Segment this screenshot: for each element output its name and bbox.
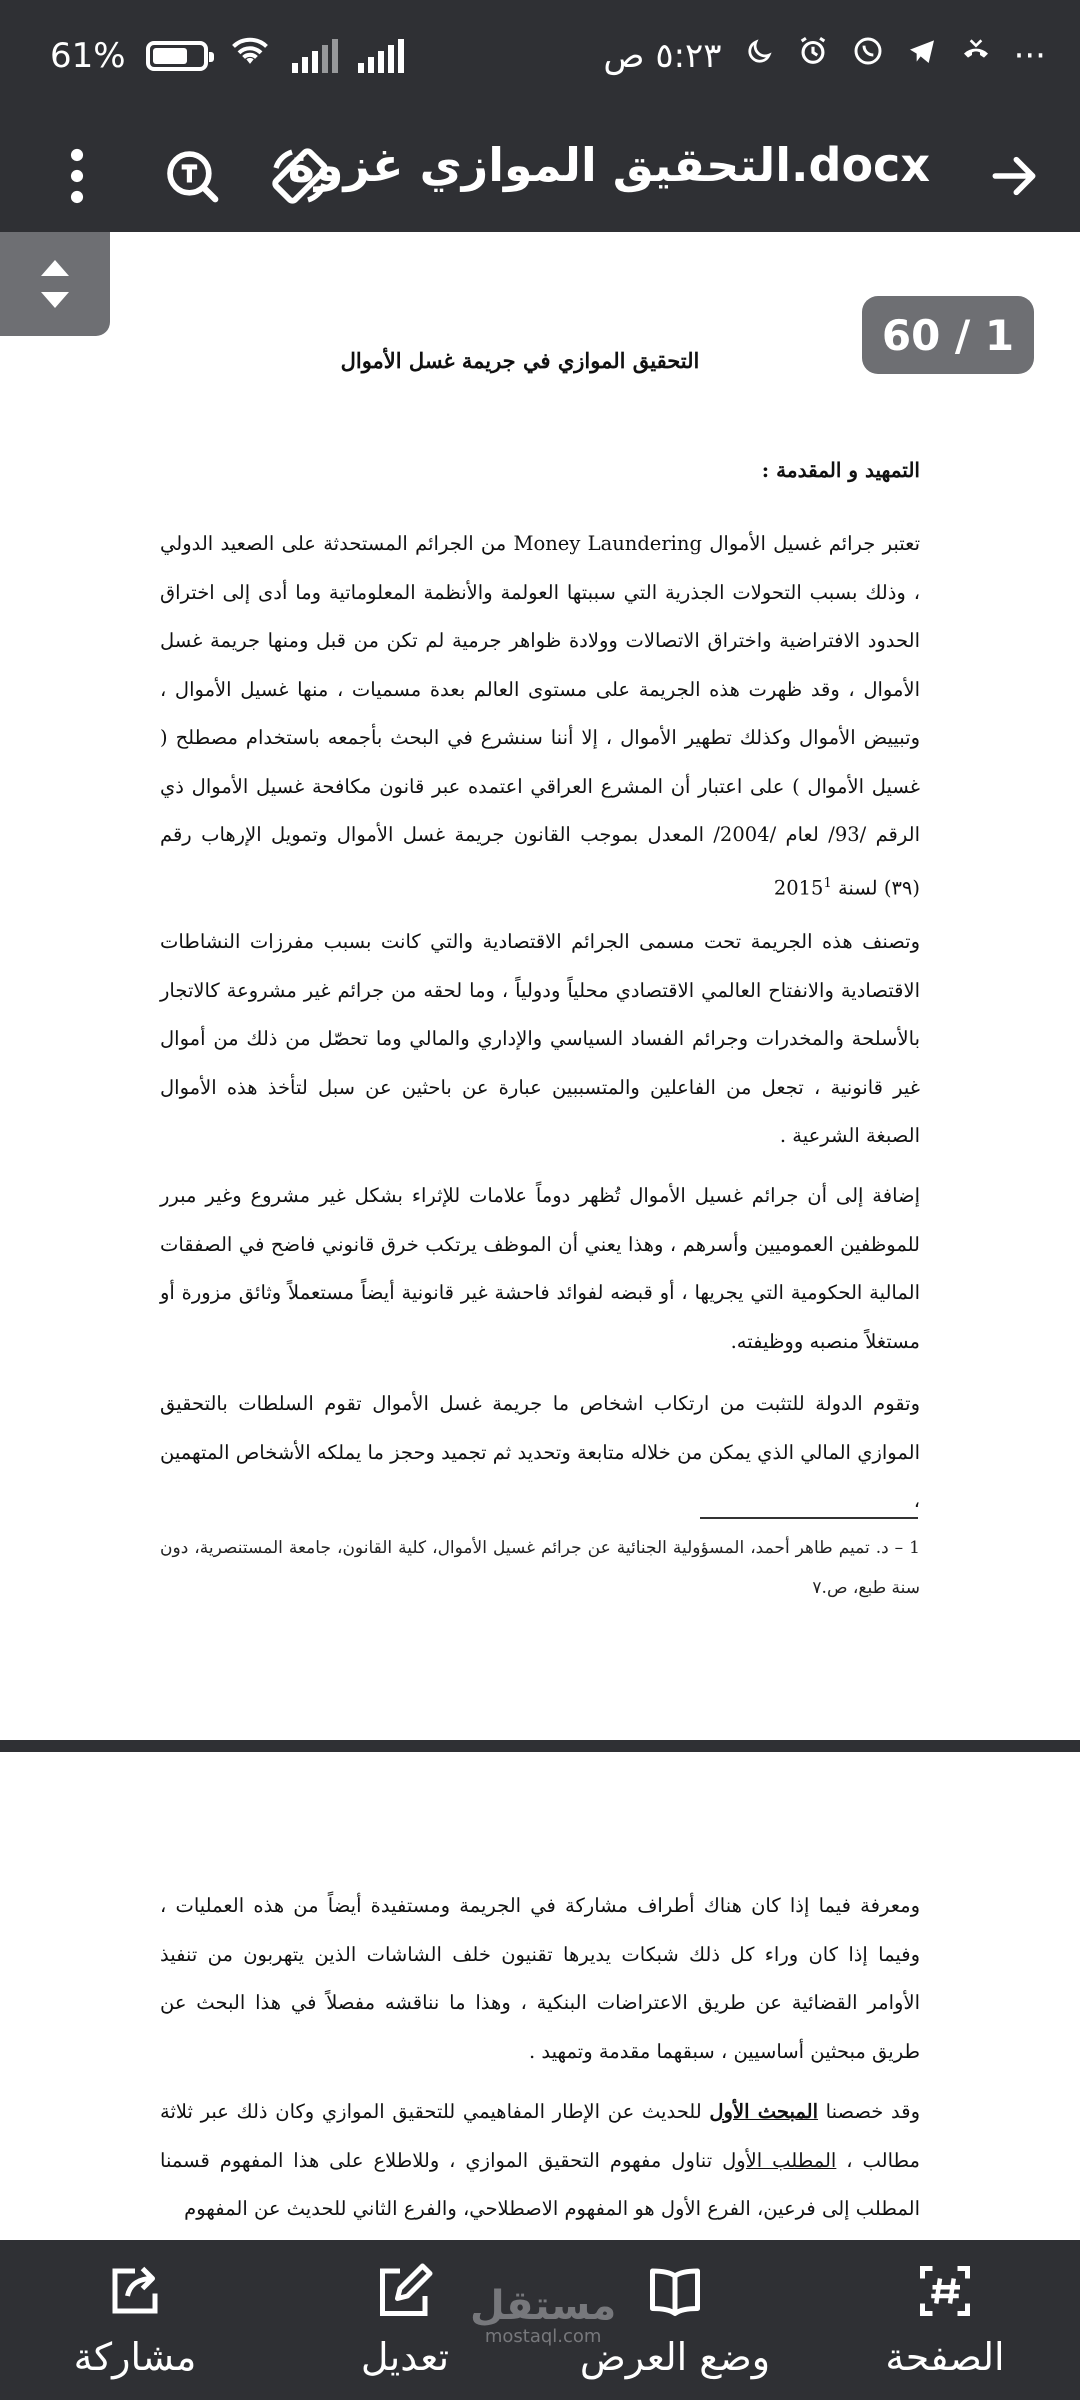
fast-scroll-handle[interactable] [0, 232, 110, 336]
share-button[interactable] [15, 2261, 255, 2379]
footnote-ref[interactable]: 1 [823, 875, 832, 891]
paragraph-2-text: وتصنف هذه الجريمة تحت مسمى الجرائم الاقتصادية والتي كانت بسبب مفرزات النشاطات الاقتصادية والانفتاح العالمي الاقتصادي محلياً ودولياً ، وما لحقه من جرائم غير مشروعة كالاتجار بالأسلحة والمخدرات وجرائم الفساد السياسي والإداري والمالي وما تحصّل من ذلك من أموال غير قانونية ، تجعل من الفاعلين والمتسببين عبارة عن باحثين عن سبل لتأخذ هذه الأموال الصبغة الشرعية . [160, 930, 920, 1147]
battery-percent: 61% [50, 35, 126, 76]
book-open-icon [645, 2261, 705, 2325]
paragraph-6-text-a: وقد خصصنا [818, 2100, 920, 2123]
footnote-divider [700, 1517, 918, 1519]
paragraph-3-text: إضافة إلى أن جرائم غسيل الأموال تُظهر دوماً علامات للإثراء بشكل غير مشروع وغير مبرر للموظفين العموميين وأسرهم ، وهذا يعني أن الموظف يرتكب خرق قانوني فاضح في الصفقات المالية الحكومية التي يجريها ، أو قبضه لفوائد فاحشة غير قانونية أيضاً مستعملاً وثائق مزورة أو مستغلاً منصبه ووظيفته. [160, 1184, 920, 1353]
first-section-label: المبحث الأول [709, 2100, 818, 2123]
section-heading: التمهيد و المقدمة : [761, 458, 920, 482]
rotate-screen-icon[interactable] [264, 140, 336, 212]
document-title: التحقيق الموازي غزوة.docx [287, 138, 930, 192]
more-notifications: ··· [1013, 35, 1046, 76]
paragraph-1 [160, 520, 920, 913]
battery-icon [146, 41, 208, 71]
paragraph-3 [160, 1172, 920, 1366]
paragraph-4-text: وتقوم الدولة للتثبت من ارتكاب اشخاص ما جريمة غسل الأموال تقوم السلطات بالتحقيق الموازي المالي الذي يمكن من خلاله متابعة وتحديد ثم تجميد وحجز ما يملكه الأشخاص المتهمين ، [160, 1392, 920, 1512]
watermark-text: مستقل [470, 2283, 617, 2329]
alarm-icon [796, 34, 830, 77]
page-button[interactable] [825, 2261, 1065, 2379]
paragraph-5 [160, 1882, 920, 2076]
arrow-right-icon[interactable] [982, 144, 1046, 208]
status-right [603, 34, 1046, 77]
page-counter: 60 / 1 [862, 296, 1034, 374]
page-separator [0, 1740, 1080, 1752]
missed-call-icon [960, 35, 992, 76]
whatsapp-icon [852, 35, 884, 76]
moon-icon [744, 36, 774, 76]
page-button-label: الصفحة [885, 2335, 1005, 2379]
view-mode-button-label: وضع العرض [579, 2335, 771, 2379]
more-vertical-icon[interactable] [52, 140, 102, 212]
first-requirement-label: المطلب الأول [722, 2148, 837, 2172]
share-button-label: مشاركة [73, 2335, 197, 2379]
paragraph-5-text: ومعرفة فيما إذا كان هناك أطراف مشاركة في الجريمة ومستفيدة أيضاً من هذه العمليات ، وفيما إذا كان وراء كل ذلك شبكات يديرها تقنيون خلف الشاشات الذين يتهربون من تنفيذ الأوامر القضائية عن طريق الاعتراضات البنكية ، وهذا ما نناقشه مفصلاً في هذا البحث عن طريق مبحثين أساسيين ، سبقهما مقدمة وتمهيد . [160, 1894, 920, 2063]
watermark-logo [470, 2283, 617, 2348]
paragraph-1-text: تعتبر جرائم غسيل الأموال Money Laundering من الجرائم المستحدثة على الصعيد الدولي ، وذلك بسبب التحولات الجذرية التي سببتها العولمة والأنظمة المعلوماتية وما أدى إلى اختراق الحدود الافتراضية واختراق الاتصالات وولادة ظواهر جرمية لم تكن من قبل ومنها جريمة غسل الأموال ، وقد ظهرت هذه الجريمة على مستوى العالم بعدة مسميات ، منها غسيل الأموال ، وتبييض الأموال وكذلك تطهير الأموال ، إلا أننا سنشرع في البحث بأجمعه باستخدام مصطلح ( غسيل الأموال ) على اعتبار أن المشرع العراقي اعتمده عبر قانون مكافحة غسيل الأموال ذي الرقم /93/ لعام /2004/ المعدل بموجب القانون جريمة غسل الأموال وتمويل الإرهاب رقم (٣٩) لسنة 2015 [160, 532, 920, 899]
watermark-sub: mostaql.com [484, 2326, 602, 2347]
clock: ٥:٢٣ ص [603, 35, 722, 76]
edit-icon [375, 2261, 435, 2325]
document-heading: التحقيق الموازي في جريمة غسل الأموال [340, 348, 700, 373]
signal-icon-2 [358, 39, 404, 73]
edit-button-label: تعديل [360, 2335, 450, 2379]
share-icon [105, 2261, 165, 2325]
paragraph-6 [160, 2088, 920, 2234]
status-bar [0, 0, 1080, 120]
wifi-icon [228, 34, 272, 77]
paragraph-4 [160, 1380, 920, 1526]
paragraph-6-text-c: تناول مفهوم التحقيق الموازي ، وللاطلاع على هذا المفهوم قسمنا المطلب إلى فرعين، الفرع الأول هو المفهوم الاصطلاحي، والفرع الثاني للحديث عن المفهوم [160, 2148, 920, 2220]
status-left [50, 34, 404, 77]
text-search-icon[interactable] [156, 140, 228, 212]
footnote: 1 – د. تميم طاهر أحمد، المسؤولية الجنائية عن جرائم غسيل الأموال، كلية القانون، جامعة المستنصرية، دون سنة طبع، ص.٧ [160, 1538, 920, 1598]
paragraph-6-text-b: للحديث عن الإطار المفاهيمي للتحقيق الموازي وكان ذلك عبر ثلاثة مطالب ، [160, 2100, 920, 2172]
telegram-icon [906, 35, 938, 76]
paragraph-2 [160, 918, 920, 1161]
app-bar [0, 120, 1080, 232]
page-hash-icon [915, 2261, 975, 2325]
signal-icon-1 [292, 39, 338, 73]
